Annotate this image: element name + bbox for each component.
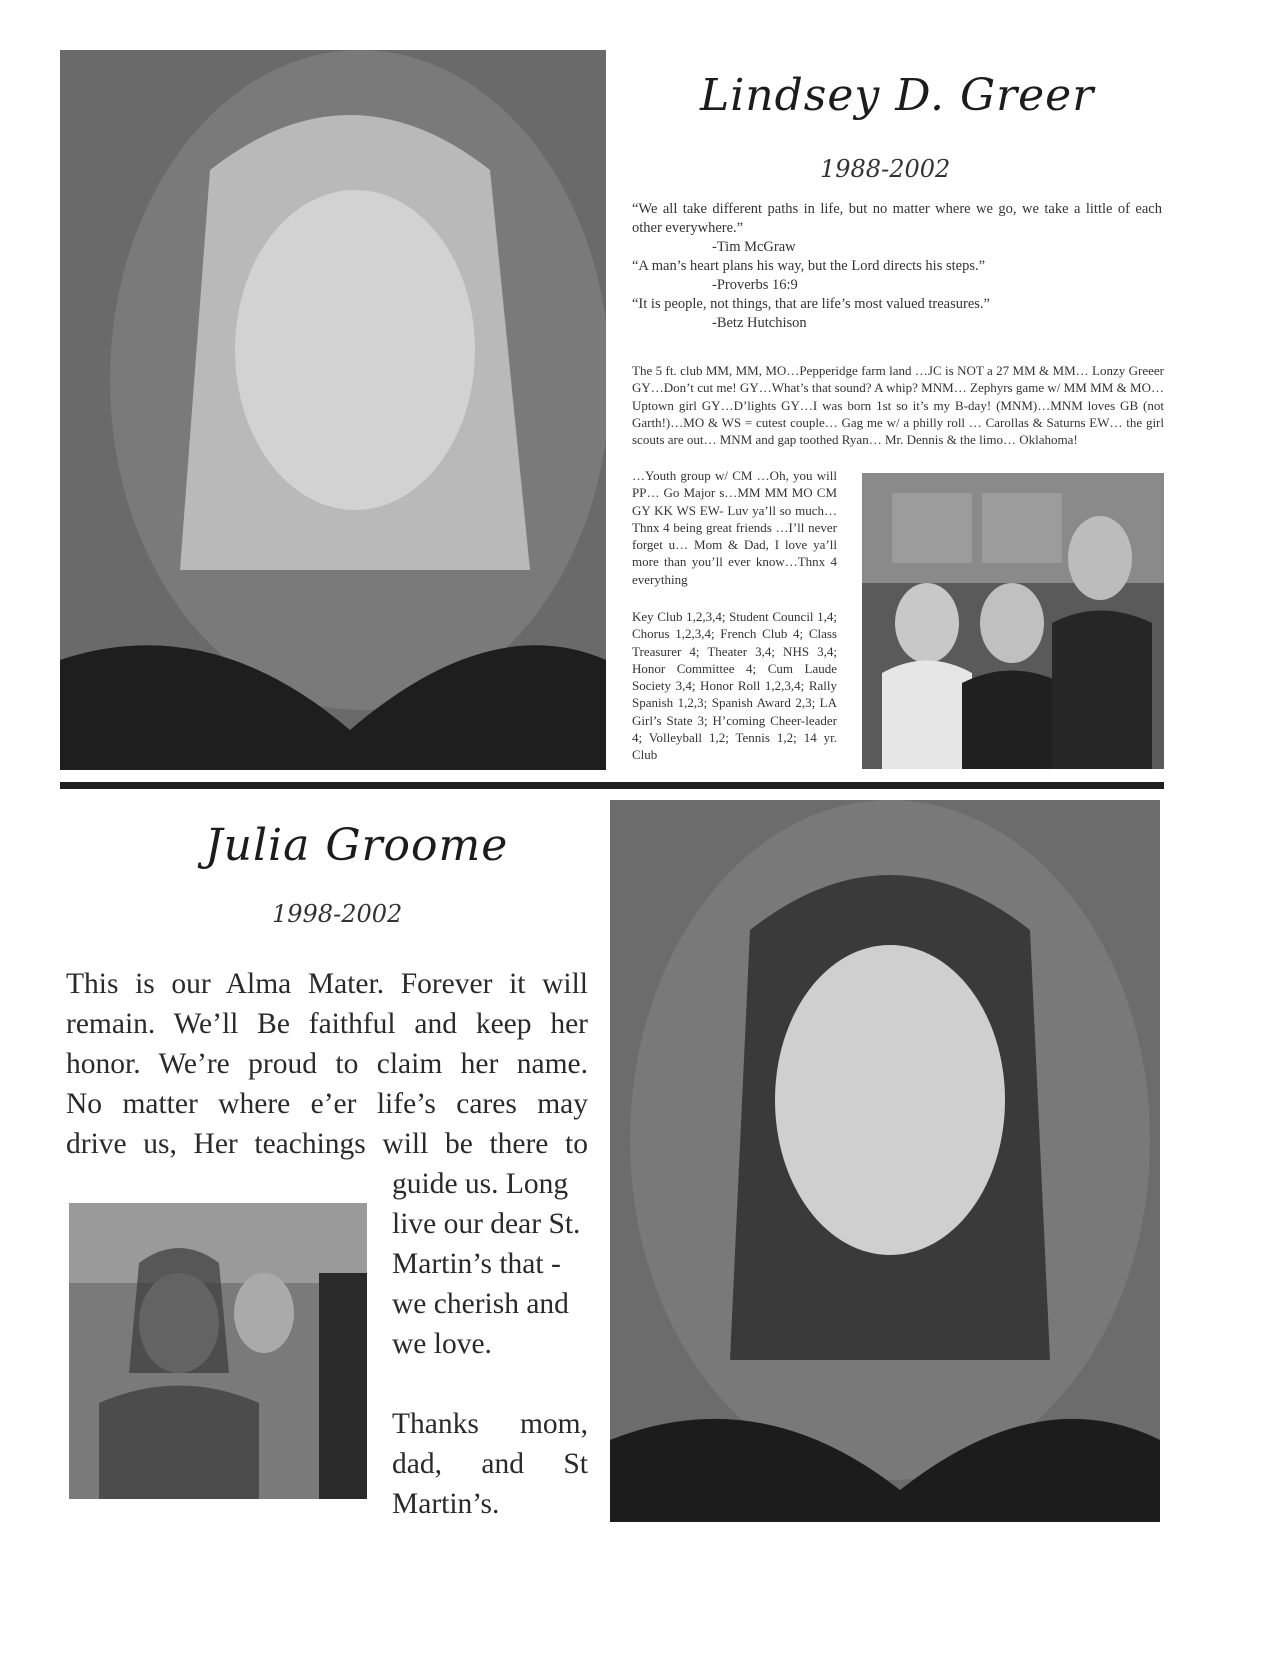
alma-line: This is our Alma Mater. Forever it will: [66, 968, 588, 1000]
alma-line: drive us, Her teachings will be there to: [66, 1128, 588, 1160]
greer-years: 1988-2002: [820, 155, 951, 183]
groome-thanks: [392, 1404, 588, 1524]
quote-text: “We all take different paths in life, but no matter where we go, we take a little of each other everywhere.”: [632, 201, 1162, 236]
greer-message-wide: The 5 ft. club MM, MM, MO…Pepperidge farm land …JC is NOT a 27 MM & MM… Lonzy Greeer GY…Don’t cut me! GY…What’s that sound? A whip? MNM… Zephyrs game w/ MM MM & MO…Uptown girl GY…D’lights GY…I was born 1st so it’s my B-day! (MNM)…MNM loves GB (not Garth!)…MO & WS = cutest couple… Gag me w/ a philly roll … Carollas & Saturns EW… the girl scouts are out… MNM and gap toothed Ryan… Mr. Dennis & the limo… Oklahoma!: [632, 363, 1164, 448]
quote-author: -Betz Hutchison: [712, 315, 807, 331]
greer-friends-photo: [862, 473, 1164, 769]
alma-line: we love.: [392, 1328, 492, 1360]
thanks-line: Thanks mom,: [392, 1408, 588, 1440]
greer-portrait-photo: [60, 50, 606, 770]
quote-author: -Tim McGraw: [712, 239, 796, 255]
quote-text: “A man’s heart plans his way, but the Lord directs his steps.”: [632, 258, 986, 274]
quote-author: -Proverbs 16:9: [712, 277, 798, 293]
thanks-line: dad, and St: [392, 1448, 588, 1480]
greer-name: Lindsey D. Greer: [700, 70, 1095, 121]
greer-message-narrow: …Youth group w/ CM …Oh, you will PP… Go Major s…MM MM MO CM GY KK WS EW- Luv ya’ll so much… Thnx 4 being great friends …I’ll never forget u… Mom & Dad, I love ya’ll more than you’ll ever know…Thnx 4 everything: [632, 468, 837, 587]
section-divider: [60, 782, 1164, 789]
groome-alma-mater-narrow: [392, 1164, 588, 1364]
alma-line: No matter where e’er life’s cares may: [66, 1088, 588, 1120]
thanks-line: Martin’s.: [392, 1488, 500, 1520]
alma-line: remain. We’ll Be faithful and keep her: [66, 1008, 588, 1040]
alma-line: Martin’s that -: [392, 1248, 561, 1280]
groome-years: 1998-2002: [272, 900, 403, 928]
groome-candid-photo: [69, 1203, 367, 1499]
groome-name: Julia Groome: [205, 820, 509, 871]
groome-portrait-photo: [610, 800, 1160, 1522]
groome-alma-mater: [66, 964, 588, 1164]
quote-text: “It is people, not things, that are life’s most valued treasures.”: [632, 296, 990, 312]
alma-line: honor. We’re proud to claim her name.: [66, 1048, 588, 1080]
alma-line: guide us. Long: [392, 1168, 569, 1200]
alma-line: we cherish and: [392, 1288, 569, 1320]
greer-quotes: [632, 200, 1162, 333]
alma-line: live our dear St.: [392, 1208, 581, 1240]
greer-activities: Key Club 1,2,3,4; Student Council 1,4; Chorus 1,2,3,4; French Club 4; Class Treasurer 4; Theater 3,4; NHS 3,4; Honor Committee 4; Cum Laude Society 3,4; Honor Roll 1,2,3,4; Rally Spanish 1,2,3; Spanish Award 2,3; LA Girl’s State 3; H’coming Cheer-leader 4; Volleyball 1,2; Tennis 1,2; 14 yr. Club: [632, 609, 837, 763]
